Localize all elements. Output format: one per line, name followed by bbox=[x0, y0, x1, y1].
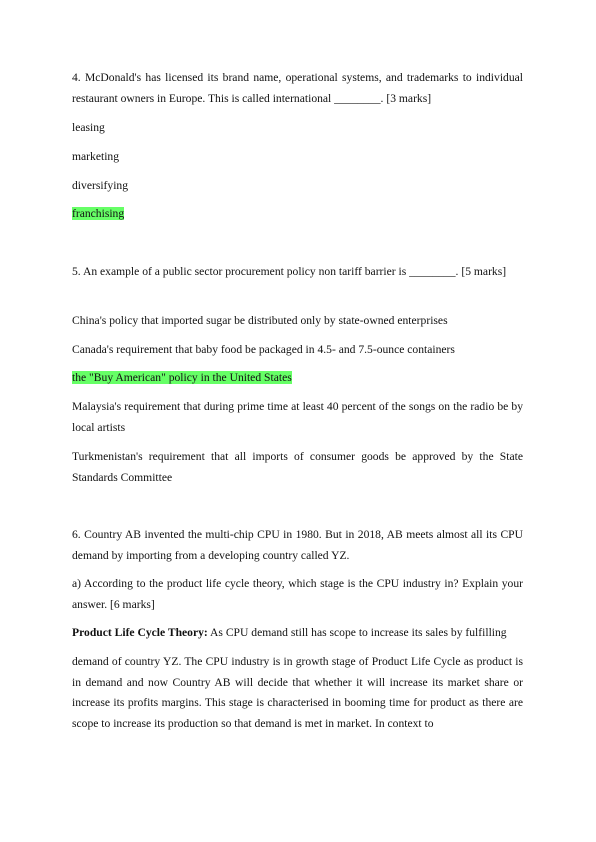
q5-option-canada: Canada's requirement that baby food be packaged in 4.5- and 7.5-ounce containers bbox=[72, 343, 455, 356]
answer-body: demand of country YZ. The CPU industry is in growth stage of Product Life Cycle as product is in demand and now Country AB will decide that whether it will increase its market share or increase its profits margins. This stage is characterised in booming time for product as there are scope to increase its production so that demand is met in market. In context to bbox=[72, 655, 523, 730]
q4-option-marketing: marketing bbox=[72, 150, 120, 163]
highlighted-answer: franchising bbox=[72, 207, 125, 220]
question-6a: a) According to the product life cycle theory, which stage is the CPU industry in? Explain your answer. [6 marks] bbox=[72, 577, 523, 611]
q4-option-leasing: leasing bbox=[72, 121, 105, 134]
q5-option-buy-american bbox=[72, 368, 523, 389]
q5-option-turkmenistan: Turkmenistan's requirement that all imports of consumer goods be approved by the State Standards Committee bbox=[72, 450, 523, 484]
highlighted-answer: the "Buy American" policy in the United States bbox=[72, 371, 292, 384]
q5-option-china: China's policy that imported sugar be distributed only by state-owned enterprises bbox=[72, 314, 448, 327]
answer-heading-line bbox=[72, 623, 523, 644]
q5-option-malaysia: Malaysia's requirement that during prime time at least 40 percent of the songs on the radio be by local artists bbox=[72, 400, 523, 434]
answer-lead: As CPU demand still has scope to increase its sales by fulfilling bbox=[207, 626, 507, 639]
question-4-text: 4. McDonald's has licensed its brand name, operational systems, and trademarks to individual restaurant owners in Europe. This is called international ________. [3 marks] bbox=[72, 71, 523, 105]
question-5-text: 5. An example of a public sector procurement policy non tariff barrier is ________. [5 marks] bbox=[72, 265, 507, 278]
q4-option-diversifying: diversifying bbox=[72, 179, 129, 192]
answer-heading: Product Life Cycle Theory: bbox=[72, 626, 208, 639]
q4-option-franchising bbox=[72, 204, 523, 225]
question-6-intro: 6. Country AB invented the multi-chip CPU in 1980. But in 2018, AB meets almost all its CPU demand by importing from a developing country called YZ. bbox=[72, 528, 523, 562]
